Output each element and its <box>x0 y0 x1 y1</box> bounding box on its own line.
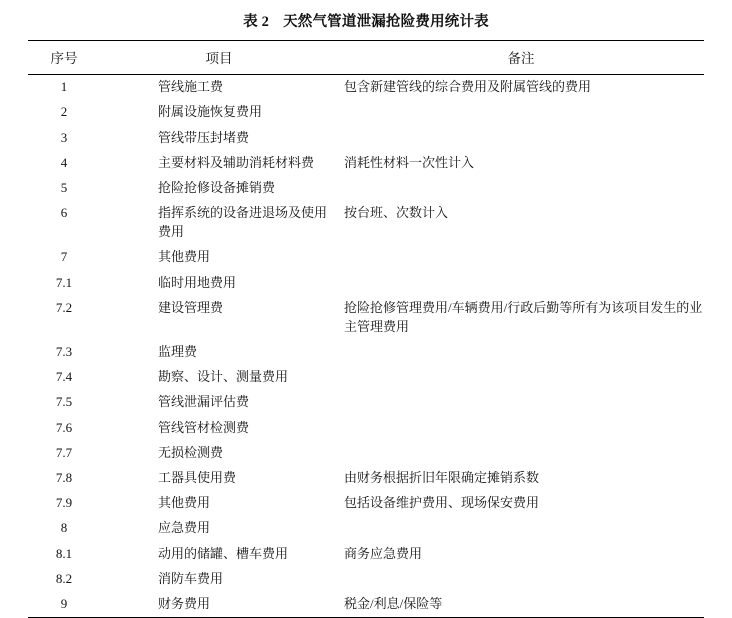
cell-remark <box>338 270 704 295</box>
cell-remark <box>338 567 704 592</box>
cell-no: 4 <box>60 154 68 170</box>
cell-item: 主要材料及辅助消耗材料费 <box>158 154 315 170</box>
cell-no: 7.7 <box>55 444 73 460</box>
cell-no: 7.2 <box>55 299 73 315</box>
cell-remark <box>338 441 704 466</box>
table-row <box>28 296 704 340</box>
cell-remark <box>338 125 704 150</box>
cell-item: 抢险抢修设备摊销费 <box>158 180 276 196</box>
table-row <box>28 541 704 566</box>
cell-no: 8.1 <box>55 545 73 561</box>
cell-remark: 抢险抢修管理费用/车辆费用/行政后勤等所有为该项目发生的业主管理费用 <box>344 299 703 334</box>
cell-item: 管线施工费 <box>158 79 224 95</box>
cell-no: 7.9 <box>55 495 73 511</box>
cell-remark <box>338 415 704 440</box>
caption-title: 天然气管道泄漏抢险费用统计表 <box>283 14 489 30</box>
table-row <box>28 365 704 390</box>
cell-no: 3 <box>60 129 68 145</box>
cell-item: 其他费用 <box>158 249 211 265</box>
cell-remark: 包含新建管线的综合费用及附属管线的费用 <box>344 79 592 95</box>
table-row <box>28 201 704 245</box>
cell-remark <box>338 365 704 390</box>
table-row <box>28 151 704 176</box>
cell-item: 财务费用 <box>100 592 338 618</box>
table-row <box>28 415 704 440</box>
table-row <box>28 491 704 516</box>
column-header-item: 项目 <box>100 41 338 75</box>
cell-no: 1 <box>60 79 68 95</box>
cell-remark <box>338 100 704 125</box>
cell-item: 管线泄漏评估费 <box>158 394 250 410</box>
cell-item: 应急费用 <box>158 520 211 536</box>
cell-no: 2 <box>60 104 68 120</box>
cell-no: 7.5 <box>55 394 73 410</box>
cell-item: 指挥系统的设备进退场及使用费用 <box>158 205 328 240</box>
cell-item: 监理费 <box>158 343 198 359</box>
cell-no: 9 <box>28 592 100 618</box>
cell-no: 7.6 <box>55 419 73 435</box>
cell-no: 7.8 <box>55 469 73 485</box>
cell-item: 勘察、设计、测量费用 <box>158 369 289 385</box>
cell-remark: 商务应急费用 <box>344 545 423 561</box>
cell-remark <box>338 390 704 415</box>
cell-no: 7.4 <box>55 369 73 385</box>
table-row <box>28 390 704 415</box>
cell-no: 6 <box>60 205 68 221</box>
cell-remark <box>338 176 704 201</box>
table-row <box>28 340 704 365</box>
cell-remark: 由财务根据折旧年限确定摊销系数 <box>344 469 540 485</box>
column-header-no: 序号 <box>28 41 100 75</box>
table-row <box>28 516 704 541</box>
table-row <box>28 176 704 201</box>
cell-no: 5 <box>60 180 68 196</box>
cell-item: 无损检测费 <box>158 444 224 460</box>
cell-no: 7.1 <box>55 274 73 290</box>
table-header <box>28 41 704 75</box>
column-header-remark: 备注 <box>338 41 704 75</box>
cell-no: 8 <box>60 520 68 536</box>
table-row <box>28 441 704 466</box>
cell-no: 7 <box>60 249 68 265</box>
header-row <box>28 41 704 75</box>
cell-remark: 税金/利息/保险等 <box>338 592 704 618</box>
cell-item: 管线管材检测费 <box>158 419 250 435</box>
cell-remark <box>338 516 704 541</box>
table-body <box>28 75 704 618</box>
cell-remark: 包括设备维护费用、现场保安费用 <box>344 495 540 511</box>
caption-label: 表 2 <box>243 14 270 30</box>
table-row <box>28 466 704 491</box>
cell-no: 8.2 <box>55 570 73 586</box>
table-row <box>28 75 704 101</box>
cell-item: 消防车费用 <box>158 570 224 586</box>
table-row <box>28 100 704 125</box>
cell-remark: 按台班、次数计入 <box>344 205 449 221</box>
table-row <box>28 567 704 592</box>
cost-statistics-table <box>28 40 704 618</box>
cell-remark: 消耗性材料一次性计入 <box>344 154 475 170</box>
table-row <box>28 592 704 618</box>
cell-item: 管线带压封堵费 <box>158 129 250 145</box>
table-caption <box>28 0 704 40</box>
table-row <box>28 270 704 295</box>
table-row <box>28 245 704 270</box>
table-row <box>28 125 704 150</box>
cell-item: 附属设施恢复费用 <box>158 104 263 120</box>
cell-remark <box>338 340 704 365</box>
cell-item: 临时用地费用 <box>158 274 237 290</box>
cell-item: 其他费用 <box>158 495 211 511</box>
cell-remark <box>338 245 704 270</box>
cell-item: 建设管理费 <box>158 299 224 315</box>
cell-item: 工器具使用费 <box>158 469 237 485</box>
cell-item: 动用的储罐、槽车费用 <box>158 545 289 561</box>
cell-no: 7.3 <box>55 343 73 359</box>
